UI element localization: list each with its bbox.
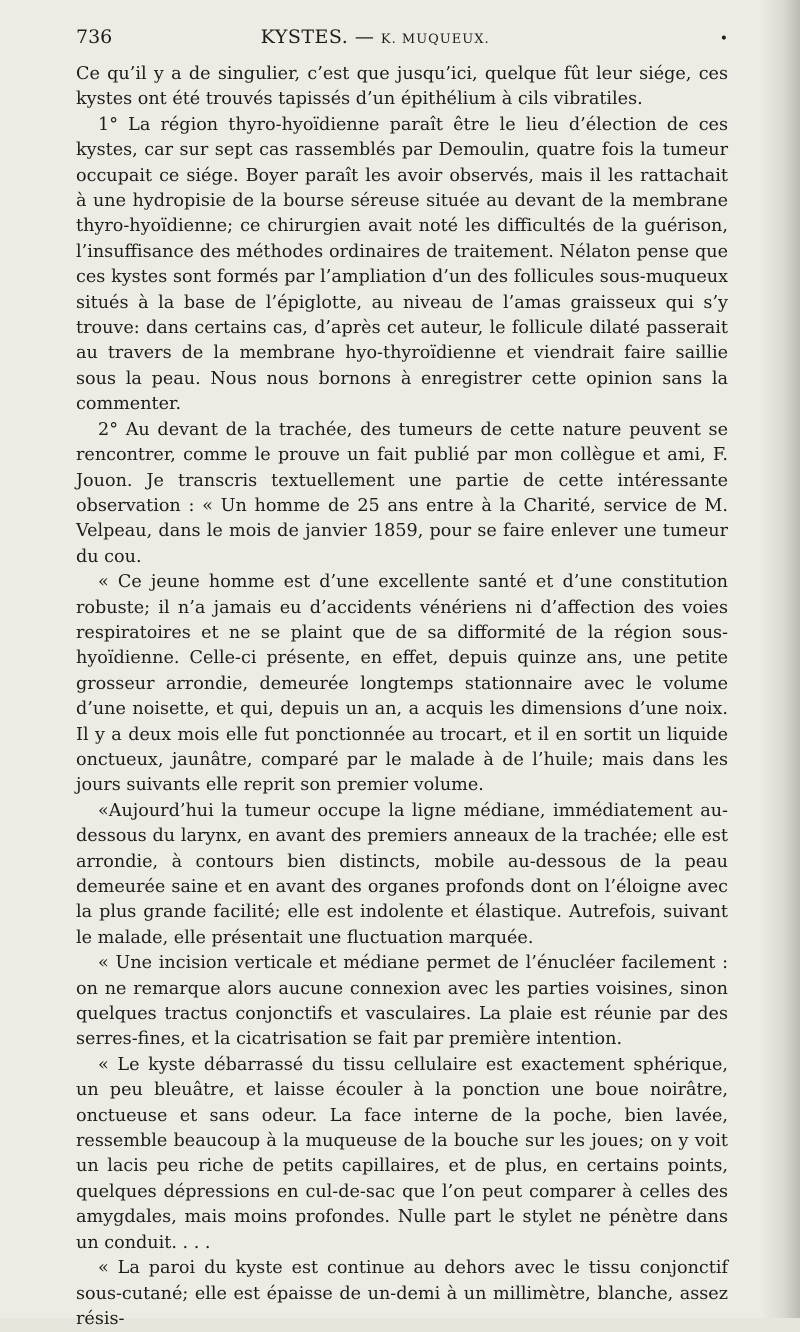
running-title [112, 26, 708, 48]
page-edge-shadow [760, 0, 800, 1318]
page-number: 736 [76, 26, 113, 48]
text-block [76, 26, 728, 1332]
printer-mark: • [719, 31, 728, 47]
paragraph: Ce qu’il y a de singulier, c’est que jusqu’ici, quelque fût leur siége, ces kystes ont été trouvés tapissés d’un épithélium à cils vibratiles. [76, 64, 728, 110]
paragraph: 2° Au devant de la trachée, des tumeurs de cette nature peuvent se rencontrer, comme le prouve un fait publié par mon collègue et ami, F. Jouon. Je transcris textuellement une partie de cette intéressante observation : « Un homme de 25 ans entre à la Charité, service de M. Velpeau, dans le mois de janvier 1859, pour se faire enlever une tumeur du cou. [76, 419, 728, 567]
paragraph: « Ce jeune homme est d’une excellente santé et d’une constitution robuste; il n’a jamais eu d’accidents vénériens ni d’affection des voies respiratoires et ne se plaint que de sa difformité de la région sous-hyoïdienne. Celle-ci présente, en effet, depuis quinze ans, une petite grosseur arrondie, demeurée longtemps stationnaire avec le volume d’une noisette, et qui, depuis un an, a acquis les dimensions d’une noix. Il y a deux mois elle fut ponctionnée au trocart, et il en sortit un liquide onctueux, jaunâtre, comparé par le malade à de l’huile; mais dans les jours suivants elle reprit son premier volume. [76, 572, 728, 796]
paragraph: « Une incision verticale et médiane permet de l’énucléer facilement : on ne remarque alors aucune connexion avec les parties voisines, sinon quelques tractus conjonctifs et vasculaires. La plaie est réunie par des serres-fines, et la cicatrisation se fait par première intention. [76, 953, 728, 1050]
paragraph: «Aujourd’hui la tumeur occupe la ligne médiane, immédiatement au-dessous du larynx, en avant des premiers anneaux de la trachée; elle est arrondie, à contours bien distincts, mobile au-dessous de la peau demeurée saine et en avant des organes profonds dont on l’éloigne avec la plus grande facilité; elle est indolente et élastique. Autrefois, suivant le malade, elle présentait une fluctuation marquée. [76, 800, 728, 948]
running-title-dash: — [354, 26, 375, 48]
running-title-main: KYSTES. [260, 26, 349, 48]
running-head [76, 26, 728, 62]
paragraph: 1° La région thyro-hyoïdienne paraît être le lieu d’élection de ces kystes, car sur sept cas rassemblés par Demoulin, quatre fois la tumeur occupait ce siége. Boyer paraît les avoir observés, mais il les rattachait à une hydropisie de la bourse séreuse située au devant de la membrane thyro-hyoïdienne; ce chirurgien avait noté les difficultés de la guérison, l’insuffisance des méthodes ordinaires de traitement. Nélaton pense que ces kystes sont formés par l’ampliation d’un des follicules sous-muqueux situés à la base de l’épiglotte, au niveau de l’amas graisseux qui s’y trouve: dans certains cas, d’après cet auteur, le follicule dilaté passerait au travers de la membrane hyo-thyroïdienne et viendrait faire saillie sous la peau. Nous nous bornons à enregistrer cette opinion sans la commenter. [76, 114, 728, 415]
running-title-sub: K. MUQUEUX. [380, 32, 490, 47]
paragraph: « Le kyste débarrassé du tissu cellulaire est exactement sphérique, un peu bleuâtre, et laisse écouler à la ponction une boue noirâtre, onctueuse et sans odeur. La face interne de la poche, bien lavée, ressemble beaucoup à la muqueuse de la bouche sur les joues; on y voit un lacis peu riche de petits capillaires, et de plus, en certains points, quelques dépressions en cul-de-sac que l’on peut comparer à celles des amygdales, mais moins profondes. Nulle part le stylet ne pénètre dans un conduit. . . . [76, 1054, 728, 1253]
paragraph: « La paroi du kyste est continue au dehors avec le tissu conjonctif sous-cutané; elle est épaisse de un-demi à un millimètre, blanche, assez résis- [76, 1258, 728, 1329]
